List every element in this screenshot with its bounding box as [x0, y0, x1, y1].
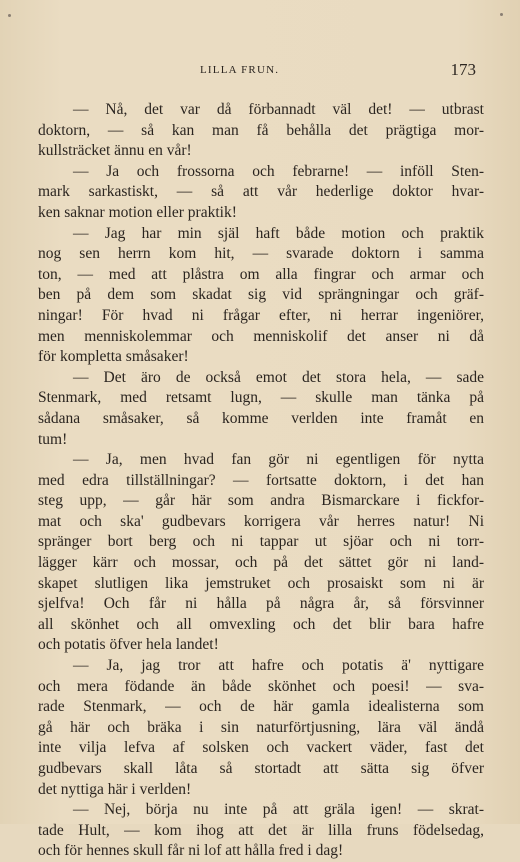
text-line: sjelfva! Och får ni hålla på några år, så försvinner [38, 595, 484, 613]
text-line: steg upp, — går här som andra Bismarckare i fickfor- [38, 492, 484, 510]
print-speck [500, 13, 503, 16]
text-line: ken saknar motion eller praktik! [38, 203, 237, 221]
text-line: det nyttiga här i verlden! [38, 780, 192, 798]
text-line: tade Hult, — kom ihog att det är lilla fruns födelsedag, [38, 821, 484, 839]
text-line: — Nå, det var då förbannadt väl det! — utbrast [73, 101, 484, 118]
text-line: — Det äro de också emot det stora hela, — sade [73, 368, 484, 386]
text-line: tum! [38, 430, 68, 448]
text-line: för kompletta småsaker! [38, 348, 189, 366]
print-speck [8, 14, 11, 17]
text-line: — Ja, jag tror att hafre och potatis ä' nyttigare [73, 657, 484, 675]
text-line: rade Stenmark, — och de här gamla idealisterna som [38, 698, 484, 716]
text-line: — Ja och frossorna och febrarne! — inföll Sten- [73, 162, 484, 180]
text-line: gudbevars skall låta så stortadt att sätta sig öfver [38, 760, 484, 777]
page-header [38, 60, 484, 84]
text-line: ton, — med att plåstra om alla fingrar och armar och [38, 265, 484, 283]
text-line: lägger kärr och mossar, och på det sättet gör ni land- [38, 554, 484, 572]
text-line: mat och ska' gudbevars korrigera vår herres natur! Ni [38, 512, 484, 530]
text-line: Stenmark, med retsamt lugn, — skulle man tänka på [38, 389, 484, 407]
page-number: 173 [450, 60, 476, 79]
text-line: all skönhet och all omvexling och det blir bara hafre [38, 615, 484, 633]
text-line: och för hennes skull får ni lof att hålla fred i dag! [38, 842, 344, 860]
text-line: — Ja, men hvad fan gör ni egentligen för nytta [73, 451, 484, 469]
text-line: kullsträcket ännu en vår! [38, 142, 192, 160]
text-line: med edra tillställningar? — fortsatte doktorn, i det han [38, 471, 484, 489]
text-line: sådana småsaker, så komme verlden inte framåt en [38, 409, 484, 427]
text-line: gå här och bräka i sin naturförtjusning, lära väl ändå [38, 718, 484, 736]
text-line: mark sarkastiskt, — så att vår hederlige doktor hvar- [38, 183, 484, 201]
text-line: men menniskolemmar och menniskolif det anser ni då [38, 327, 484, 345]
text-line: och mera födande än både skönhet och poesi! — sva- [38, 677, 484, 695]
text-line: nog sen herrn kom hit, — svarade doktorn i samma [38, 245, 484, 263]
text-line: ningar! För hvad ni frågar efter, ni herrar ingeniörer, [38, 306, 484, 324]
text-line: — Jag har min själ haft både motion och praktik [73, 224, 484, 242]
body-text [38, 100, 484, 862]
text-line: — Nej, börja nu inte på att gräla igen! — skrat- [73, 801, 484, 819]
text-line: och potatis öfver hela landet! [38, 636, 219, 654]
text-line: doktorn, — så kan man få behålla det prägtiga mor- [38, 121, 484, 139]
text-line: inte vilja lefva af solsken och vackert väder, fast det [38, 739, 484, 757]
text-line: ben på dem som skadat sig vid sprängningar och gräf- [38, 286, 484, 304]
text-line: skapet slutligen lika jemstruket och prosaiskt som ni är [38, 574, 484, 592]
text-line: spränger bort berg och ni tappar ut sjöar och ni torr- [38, 533, 484, 551]
running-title: LILLA FRUN. [200, 64, 280, 76]
